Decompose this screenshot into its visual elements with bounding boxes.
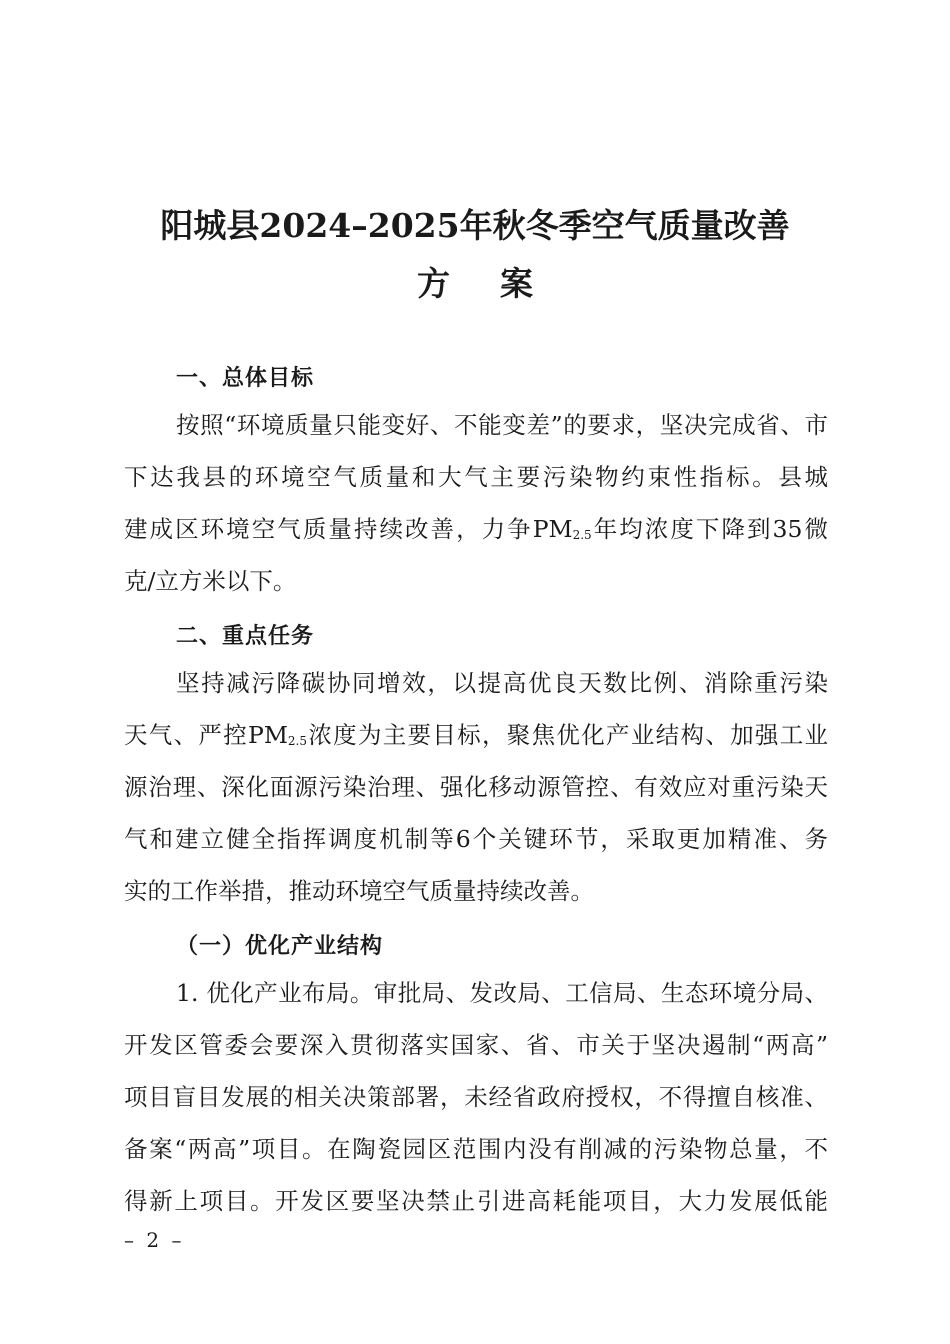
paragraph-line: 1. 优化产业布局。审批局、发改局、工信局、生态环境分局、 <box>176 979 828 1007</box>
pm-subscript: 2.5 <box>287 734 308 748</box>
document-title-line1: 阳城县2024–2025年秋冬季空气质量改善 <box>160 206 790 245</box>
paragraph-line: 气和建立健全指挥调度机制等6个关键环节，采取更加精准、务 <box>124 825 828 853</box>
pm-text: 建成区环境空气质量持续改善，力争PM <box>124 515 573 543</box>
document-title-line2 <box>0 258 950 305</box>
section-heading-overall-goal: 一、总体目标 <box>176 365 315 391</box>
paragraph-line: 得新上项目。开发区要坚决禁止引进高耗能项目，大力发展低能 <box>124 1187 828 1215</box>
paragraph-line <box>124 720 828 756</box>
paragraph-line <box>124 514 828 550</box>
pm-text: 天气、严控PM <box>124 721 288 749</box>
pm-text-rest: 浓度为主要目标，聚焦优化产业结构、加强工业 <box>307 721 829 749</box>
subsection-heading-optimize-industry: （一）优化产业结构 <box>176 933 384 959</box>
paragraph-line: 源治理、深化面源污染治理、强化移动源管控、有效应对重污染天 <box>124 773 828 801</box>
paragraph-line: 克/立方米以下。 <box>124 567 297 595</box>
page-number: – 2 – <box>124 1228 185 1252</box>
paragraph-line: 项目盲目发展的相关决策部署，未经省政府授权，不得擅自核准、 <box>124 1083 828 1111</box>
paragraph-line: 坚持减污降碳协同增效，以提高优良天数比例、消除重污染 <box>176 669 828 697</box>
title-char-an: 案 <box>500 264 533 303</box>
paragraph-line: 按照“环境质量只能变好、不能变差”的要求，坚决完成省、市 <box>176 411 828 439</box>
pm-text-rest: 年均浓度下降到35微 <box>591 515 828 543</box>
paragraph-line: 实的工作举措，推动环境空气质量持续改善。 <box>124 877 594 905</box>
paragraph-line: 开发区管委会要深入贯彻落实国家、省、市关于坚决遏制“两高” <box>124 1031 828 1059</box>
paragraph-line: 下达我县的环境空气质量和大气主要污染物约束性指标。县城 <box>124 463 828 491</box>
pm-subscript: 2.5 <box>572 528 592 542</box>
paragraph-line: 备案“两高”项目。在陶瓷园区范围内没有削减的污染物总量，不 <box>124 1135 828 1163</box>
section-heading-key-tasks: 二、重点任务 <box>176 623 315 649</box>
title-char-fang: 方 <box>417 264 450 303</box>
